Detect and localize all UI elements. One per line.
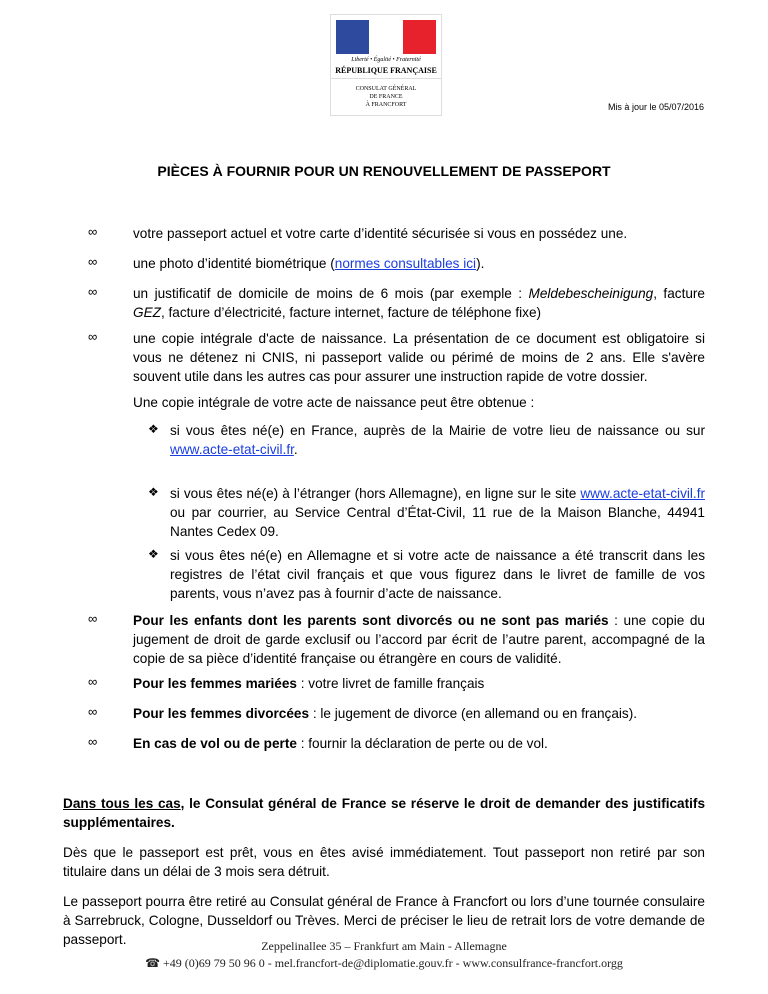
birth-intro: Une copie intégrale de votre acte de naissance peut être obtenue : — [133, 395, 535, 410]
paragraph: Le passeport pourra être retiré au Consulat général de France à Francfort ou lors d’une tournée consulaire à Sarrebruck, Cologne, Dusseldorf ou Trèves. Merci de préciser le lieu de retrait lors de votre demande de passeport. — [63, 894, 705, 947]
page-title: PIÈCES À FOURNIR POUR UN RENOUVELLEMENT DE PASSEPORT — [157, 163, 611, 179]
marianne-flag-icon — [336, 20, 436, 54]
updated-date: Mis à jour le 05/07/2016 — [607, 102, 704, 112]
bullet-icon: ∞ — [88, 704, 98, 719]
republique-francaise-logo — [330, 14, 442, 116]
sub-list-item: si vous êtes né(e) à l’étranger (hors Allemagne), en ligne sur le site www.acte-etat-civil.fr ou par courrier, au Service Central d’État-Civil, 11 rue de la Maison Blanche, 44941 Nantes Cedex 09. — [170, 486, 705, 539]
list-item: votre passeport actuel et votre carte d’identité sécurisée si vous en possédez une. — [133, 226, 628, 241]
logo-republic: RÉPUBLIQUE FRANÇAISE — [335, 66, 437, 75]
sub-list-item: si vous êtes né(e) en Allemagne et si votre acte de naissance a été transcrit dans les registres de l’état civil français et que vous figurez dans le livret de famille de vos parents, vous n’avez pas à fournir d’acte de naissance. — [170, 548, 705, 601]
diamond-bullet-icon: ❖ — [148, 547, 159, 561]
bullet-icon: ∞ — [88, 611, 98, 626]
paragraph: Dès que le passeport est prêt, vous en êtes avisé immédiatement. Tout passeport non retiré par son titulaire dans un délai de 3 mois sera détruit. — [63, 845, 705, 879]
footer-address: Zeppelinallee 35 – Frankfurt am Main - Allemagne — [261, 939, 507, 953]
photo-norms-link[interactable]: normes consultables ici — [334, 256, 477, 271]
bullet-icon: ∞ — [88, 284, 98, 299]
sub-list-item: si vous êtes né(e) en France, auprès de la Mairie de votre lieu de naissance ou sur www.acte-etat-civil.fr. — [170, 423, 705, 457]
phone-icon: ☎ — [145, 956, 161, 970]
list-item: un justificatif de domicile de moins de 6 mois (par exemple : Meldebescheinigung, facture GEZ, facture d’électricité, facture internet, facture de téléphone fixe) — [133, 286, 705, 320]
acte-etat-civil-link[interactable]: www.acte-etat-civil.fr — [580, 486, 705, 501]
acte-etat-civil-link[interactable]: www.acte-etat-civil.fr — [170, 442, 294, 457]
list-item: Pour les femmes mariées : votre livret de famille français — [133, 676, 485, 691]
list-item: une photo d’identité biométrique (normes consultables ici). — [133, 256, 485, 271]
diamond-bullet-icon: ❖ — [148, 422, 159, 436]
bullet-icon: ∞ — [88, 224, 98, 239]
list-item: Pour les femmes divorcées : le jugement de divorce (en allemand ou en français). — [133, 706, 638, 721]
diamond-bullet-icon: ❖ — [148, 485, 159, 499]
bullet-icon: ∞ — [88, 674, 98, 689]
list-item: Pour les enfants dont les parents sont divorcés ou ne sont pas mariés : une copie du jugement de droit de garde exclusif ou l’accord par écrit de l’autre parent, accompagné de la copie de sa pièce d’identité française ou étrangère en cours de validité. — [133, 613, 705, 666]
notice: Dans tous les cas, le Consulat général de France se réserve le droit de demander des justificatifs supplémentaires. — [63, 796, 706, 830]
bullet-icon: ∞ — [88, 254, 98, 269]
logo-motto: Liberté • Égalité • Fraternité — [351, 57, 421, 63]
bullet-icon: ∞ — [88, 734, 98, 749]
logo-consulate: CONSULAT GÉNÉRAL DE FRANCE À FRANCFORT — [355, 86, 417, 108]
bullet-icon: ∞ — [88, 329, 98, 344]
list-item: une copie intégrale d'acte de naissance. La présentation de ce document est obligatoire si vous ne détenez ni CNIS, ni passeport valide ou périmé de moins de 2 ans. Elle s'avère souvent utile dans les autres cas pour assurer une instruction rapide de votre dossier. — [133, 331, 705, 384]
footer-contact: ☎ +49 (0)69 79 50 96 0 - mel.francfort-de@diplomatie.gouv.fr - www.consulfrance-francfort.orgg — [145, 956, 623, 970]
list-item: En cas de vol ou de perte : fournir la déclaration de perte ou de vol. — [133, 736, 548, 751]
